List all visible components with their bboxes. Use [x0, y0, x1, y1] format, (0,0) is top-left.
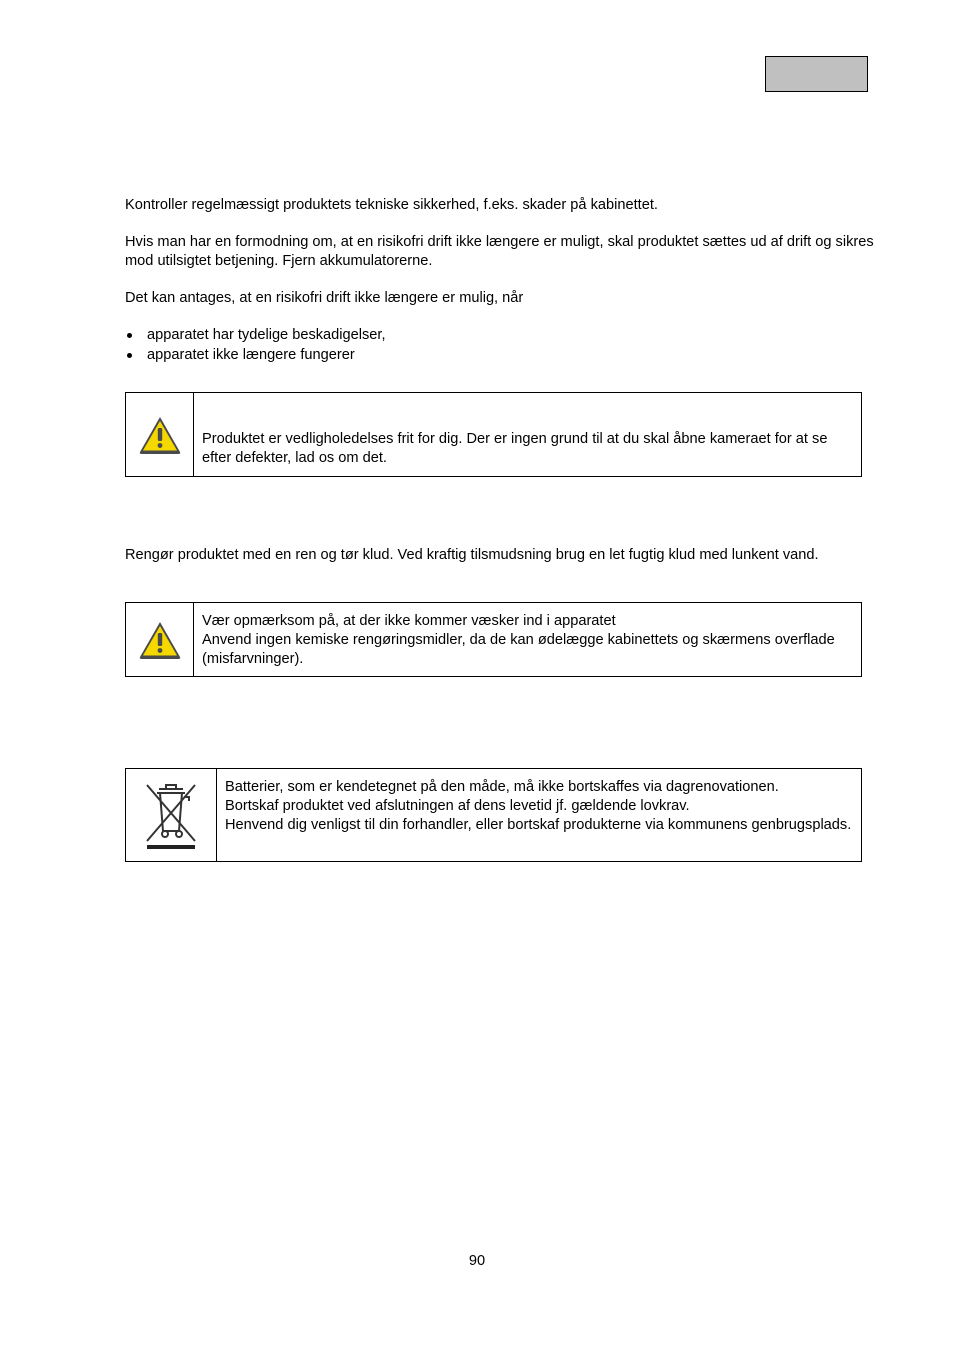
warning-text: Produktet er vedligholedelses frit for dig. Der er ingen grund til at du skal åbne kameraet for at se efter defekter, lad os om det. — [202, 431, 828, 466]
condition-list — [125, 326, 386, 366]
warning-triangle-icon — [138, 620, 182, 660]
warning-notice-cleaning — [125, 602, 862, 677]
list-item: apparatet ikke længere fungerer — [125, 346, 386, 366]
paragraph-conditions: Det kan antages, at en risikofri drift ikke længere er mulig, når — [125, 290, 524, 306]
disposal-notice — [125, 768, 862, 862]
warning-icon-cell — [126, 603, 194, 676]
paragraph-cleaning: Rengør produktet med en ren og tør klud. Ved kraftig tilsmudsning brug en let fugtig klud med lunkent vand. — [125, 547, 819, 563]
language-tab — [765, 56, 868, 92]
warning-triangle-icon — [138, 415, 182, 455]
list-item: apparatet har tydelige beskadigelser, — [125, 326, 386, 346]
disposal-text-line: Batterier, som er kendetegnet på den måde, må ikke bortskaffes via dagrenovationen. — [225, 779, 779, 795]
warning-icon-cell — [126, 393, 194, 476]
page-number: 90 — [468, 1253, 486, 1269]
warning-text-line: Anvend ingen kemiske rengøringsmidler, da de kan ødelægge kabinettets og skærmens overflade (misfarvninger). — [202, 632, 835, 667]
bullet-icon — [127, 333, 132, 338]
disposal-text-line: Bortskaf produktet ved afslutningen af dens levetid jf. gældende lovkrav. — [225, 798, 690, 814]
paragraph-safety-check: Kontroller regelmæssigt produktets tekniske sikkerhed, f.eks. skader på kabinettet. — [125, 197, 658, 213]
paragraph-stop-operation: Hvis man har en formodning om, at en risikofri drift ikke længere er muligt, skal produktet sættes ud af drift og sikres mod utilsigtet betjening. Fjern akkumulatorerne. — [125, 234, 874, 269]
crossed-out-bin-icon — [141, 779, 201, 851]
disposal-icon-cell — [126, 769, 217, 861]
warning-text-line: Vær opmærksom på, at der ikke kommer væsker ind i apparatet — [202, 613, 616, 629]
disposal-text-line: Henvend dig venligst til din forhandler, eller bortskaf produkterne via kommunens genbrugsplads. — [225, 817, 852, 833]
warning-notice-maintenance — [125, 392, 862, 477]
bullet-icon — [127, 353, 132, 358]
